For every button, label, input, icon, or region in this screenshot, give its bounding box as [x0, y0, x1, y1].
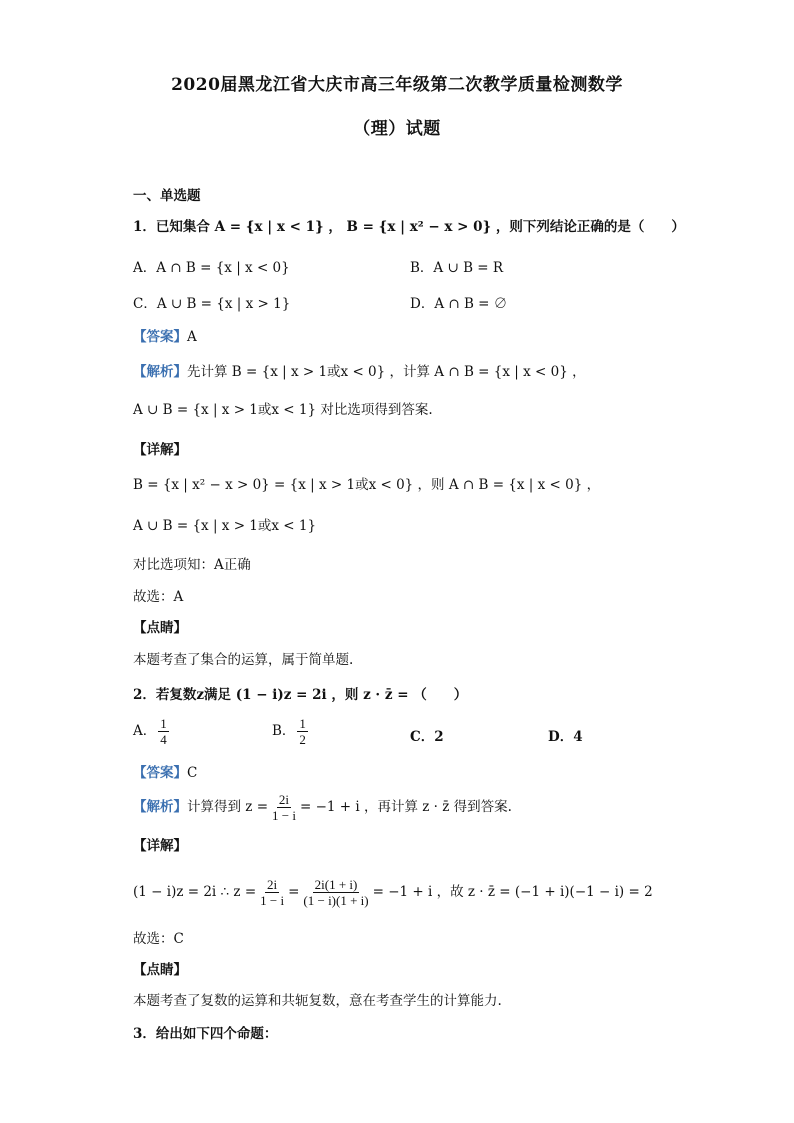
- document-title-line2: （理）试题: [353, 119, 441, 139]
- q1-stem: 1．已知集合 A = {x | x < 1} ， B = {x | x² − x > 0} ，则下列结论正确的是（ ）: [133, 219, 685, 235]
- q1-analysis: [133, 362, 586, 382]
- q1-answer: [133, 327, 197, 347]
- q2-option-b: [272, 716, 310, 747]
- fraction: [301, 877, 370, 908]
- q1-comment-tag: 【点睛】: [133, 620, 187, 636]
- detail-eq: =: [288, 884, 300, 900]
- numerator: 2i: [267, 877, 278, 892]
- q2-comment: 本题考查了复数的运算和共轭复数，意在考查学生的计算能力.: [133, 993, 502, 1009]
- q2-option-a: [133, 716, 171, 747]
- analysis-text-pre: 计算得到 z =: [187, 799, 269, 815]
- fraction: [158, 716, 169, 747]
- document-title-line1: 2020届黑龙江省大庆市高三年级第二次教学质量检测数学: [171, 75, 623, 95]
- numerator: 2i(1 + i): [314, 877, 358, 892]
- answer-value: A: [187, 329, 197, 345]
- denominator: 2: [299, 732, 306, 747]
- q2-detail: [133, 872, 653, 912]
- option-label: A．: [133, 723, 157, 739]
- denominator: (1 − i)(1 + i): [303, 893, 369, 908]
- q2-analysis: [133, 788, 512, 826]
- q2-answer: [133, 763, 197, 783]
- q1-detail-4: 故选：A: [133, 589, 184, 605]
- q2-option-d: D．4: [548, 729, 583, 745]
- analysis-tag: 【解析】: [133, 364, 187, 380]
- q2-stem: 2．若复数z满足 (1 − i)z = 2i ，则 z · z̄ = （ ）: [133, 687, 468, 703]
- q1-option-d: D．A ∩ B = ∅: [410, 296, 508, 312]
- fraction: [270, 792, 298, 823]
- q2-comment-tag: 【点睛】: [133, 962, 187, 978]
- q1-option-c: C．A ∪ B = {x | x > 1}: [133, 296, 291, 312]
- q2-choice: 故选：C: [133, 931, 184, 947]
- denominator: 1 − i: [260, 893, 285, 908]
- answer-tag: 【答案】: [133, 329, 187, 345]
- detail-pre: (1 − i)z = 2i ∴ z =: [133, 884, 257, 900]
- numerator: 1: [160, 716, 167, 731]
- q1-comment: 本题考查了集合的运算，属于简单题.: [133, 652, 354, 668]
- detail-post: = −1 + i ，故 z · z̄ = (−1 + i)(−1 − i) = 2: [372, 884, 653, 900]
- analysis-text-post: = −1 + i ，再计算 z · z̄ 得到答案.: [299, 799, 512, 815]
- q3-stem: 3．给出如下四个命题：: [133, 1026, 278, 1042]
- q1-detail-2: A ∪ B = {x | x > 1或x < 1}: [133, 518, 317, 534]
- q1-option-b: B．A ∪ B = R: [410, 260, 504, 276]
- q1-detail-tag: 【详解】: [133, 442, 187, 458]
- denominator: 4: [160, 732, 167, 747]
- q2-detail-tag: 【详解】: [133, 838, 187, 854]
- answer-value: C: [187, 765, 198, 781]
- fraction: [297, 716, 308, 747]
- fraction: [258, 877, 286, 908]
- option-label: B．: [272, 723, 296, 739]
- numerator: 2i: [278, 792, 290, 807]
- q2-option-c: C．2: [410, 729, 444, 745]
- q1-detail-1: B = {x | x² − x > 0} = {x | x > 1或x < 0} ，则 A ∩ B = {x | x < 0} ，: [133, 477, 601, 493]
- analysis-text: 先计算 B = {x | x > 1或x < 0} ，计算 A ∩ B = {x | x < 0} ，: [187, 364, 586, 380]
- q1-analysis-cont: A ∪ B = {x | x > 1或x < 1} 对比选项得到答案.: [133, 402, 433, 418]
- q1-detail-3: 对比选项知：A正确: [133, 557, 251, 573]
- analysis-tag: 【解析】: [133, 799, 187, 815]
- q1-option-a: A．A ∩ B = {x | x < 0}: [133, 260, 290, 276]
- answer-tag: 【答案】: [133, 765, 187, 781]
- section-heading: 一、单选题: [133, 188, 201, 204]
- denominator: 1 − i: [272, 808, 296, 823]
- numerator: 1: [299, 716, 306, 731]
